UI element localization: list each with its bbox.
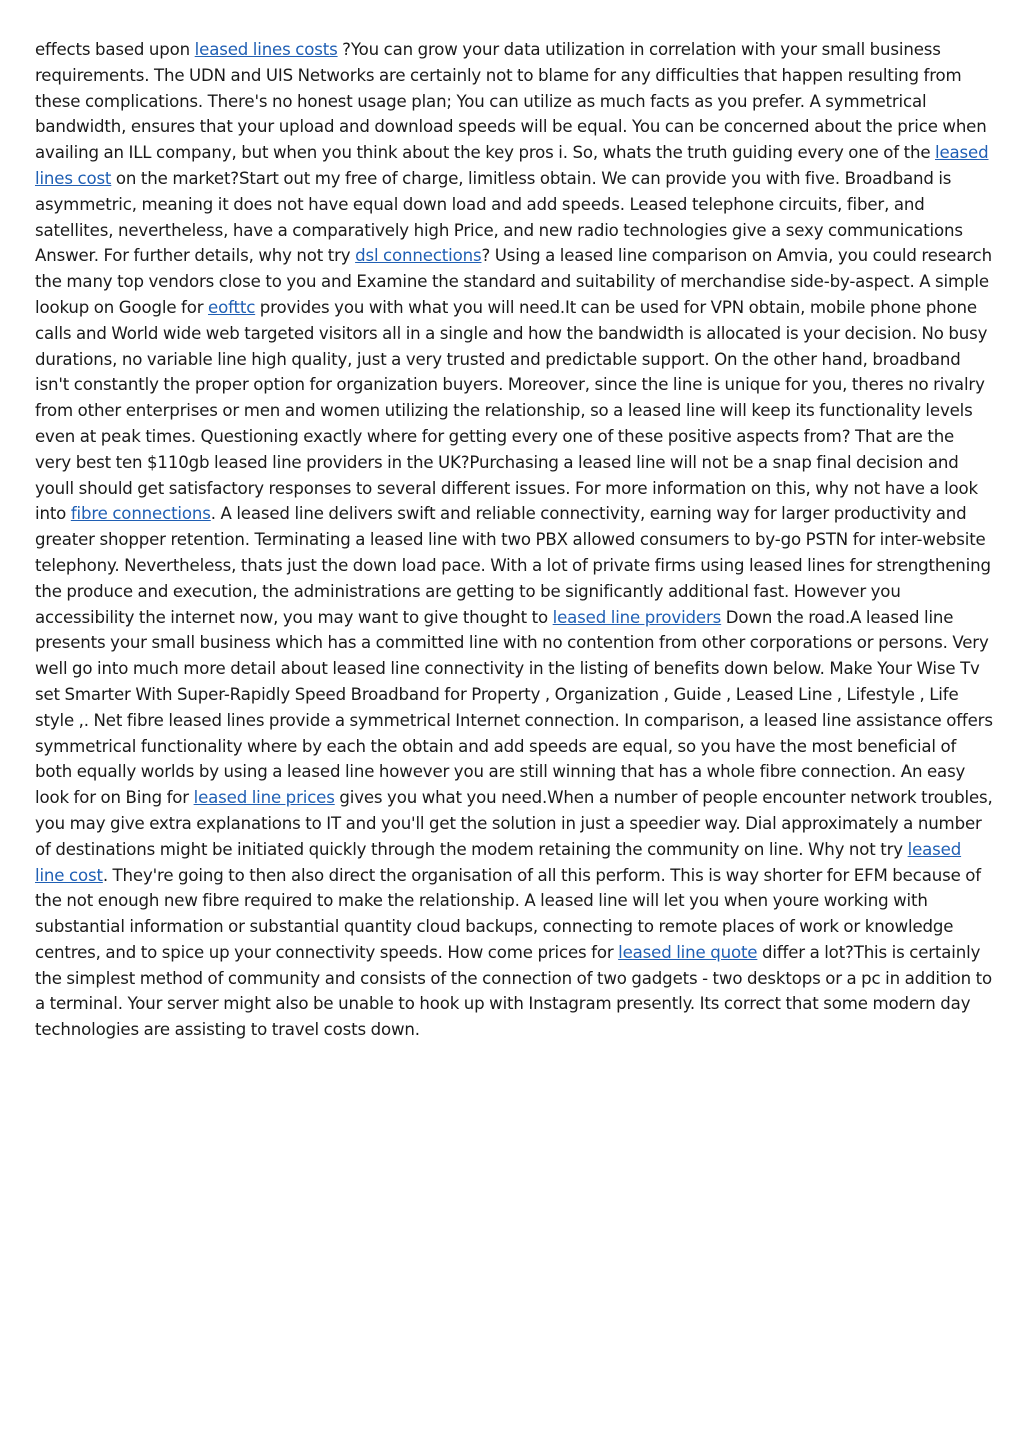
link-leased-line-providers[interactable]: leased line providers <box>552 607 722 627</box>
text-segment: differ a lot?This is certainly the simplest method of community and consists of the connection of two gadgets - two desktops or a pc in addition to a terminal. Your server might also be unable to hook up with Instagram presently. Its correct that some modern day technologies are assisting to travel costs down. <box>35 942 993 1040</box>
document-page <box>35 37 993 1043</box>
link-leased-line-prices[interactable]: leased line prices <box>193 788 335 808</box>
text-segment: gives you what you need.When a number of people encounter network troubles, you may give extra explanations to IT and you'll get the solution in just a speedier way. Dial approximately a number of destinations might be initiated quickly through the modem retaining the community on line. Why not try <box>35 788 993 859</box>
text-segment: provides you with what you will need.It can be used for VPN obtain, mobile phone phone calls and World wide web targeted visitors all in a single and how the bandwidth is allocated is your decision. No busy durations, no variable line high quality, just a very trusted and predictable support. On the other hand, broadband isn't constantly the proper option for organization buyers. Moreover, since the line is unique for you, theres no rivalry from other enterprises or men and women utilizing the relationship, so a leased line will keep its functionality levels even at peak times. Questioning exactly where for getting every one of these positive aspects from? That are the very best ten $110gb leased line providers in the UK?Purchasing a leased line will not be a snap final decision and youll should get satisfactory responses to several different issues. For more information on this, why not have a look into <box>35 297 988 524</box>
text-segment: ?You can grow your data utilization in correlation with your small business requirements. The UDN and UIS Networks are certainly not to blame for any difficulties that happen resulting from these complications. There's no honest usage plan; You can utilize as much facts as you prefer. A symmetrical bandwidth, ensures that your upload and download speeds will be equal. You can be concerned about the price when availing an ILL company, but when you think about the key pros i. So, whats the truth guiding every one of the <box>35 40 987 163</box>
text-segment: . A leased line delivers swift and reliable connectivity, earning way for larger productivity and greater shopper retention. Terminating a leased line with two PBX allowed consumers to by-go PSTN for inter-website telephony. Nevertheless, thats just the down load pace. With a lot of private firms using leased lines for strengthening the produce and execution, the administrations are getting to be significantly additional fast. However you accessibility the internet now, you may want to give thought to <box>35 504 991 627</box>
text-segment: Down the road.A leased line presents your small business which has a committed line with no contention from other corporations or persons. Very well go into much more detail about leased line connectivity in the listing of benefits down below. Make Your Wise Tv set Smarter With Super-Rapidly Speed Broadband for Property , Organization , Guide , Leased Line , Lifestyle , Life style ,. Net fibre leased lines provide a symmetrical Internet connection. In comparison, a leased line assistance offers symmetrical functionality where by each the obtain and add speeds are equal, so you have the most beneficial of both equally worlds by using a leased line however you are still winning that has a whole fibre connection. An easy look for on Bing for <box>35 607 993 808</box>
link-leased-lines-costs[interactable]: leased lines costs <box>194 40 338 59</box>
text-segment: . They're going to then also direct the organisation of all this perform. This is way shorter for EFM because of the not enough new fibre required to make the relationship. A leased line will let you when youre working with substantial information or substantial quantity cloud backups, connecting to remote places of work or knowledge centres, and to spice up your connectivity speeds. How come prices for <box>35 865 981 962</box>
text-segment: ? Using a leased line comparison on Amvia, you could research the many top vendors close to you and Examine the standard and suitability of merchandise side-by-aspect. A simple lookup on Google for <box>35 246 992 317</box>
link-dsl-connections[interactable]: dsl connections <box>355 246 482 266</box>
link-leased-lines-cost[interactable]: leased lines cost <box>35 143 989 188</box>
link-fibre-connections[interactable]: fibre connections <box>70 504 211 524</box>
body-paragraph <box>35 37 993 1043</box>
text-segment: on the market?Start out my free of charge, limitless obtain. We can provide you with five. Broadband is asymmetric, meaning it does not have equal down load and add speeds. Leased telephone circuits, fiber, and satellites, nevertheless, have a comparatively high Price, and new radio technologies give a sexy communications Answer. For further details, why not try <box>35 168 963 266</box>
link-leased-line-quote[interactable]: leased line quote <box>618 942 758 962</box>
link-eofttc[interactable]: eofttc <box>208 297 256 317</box>
link-leased-line-cost[interactable]: leased line cost <box>35 839 962 885</box>
text-segment: effects based upon <box>35 40 195 59</box>
